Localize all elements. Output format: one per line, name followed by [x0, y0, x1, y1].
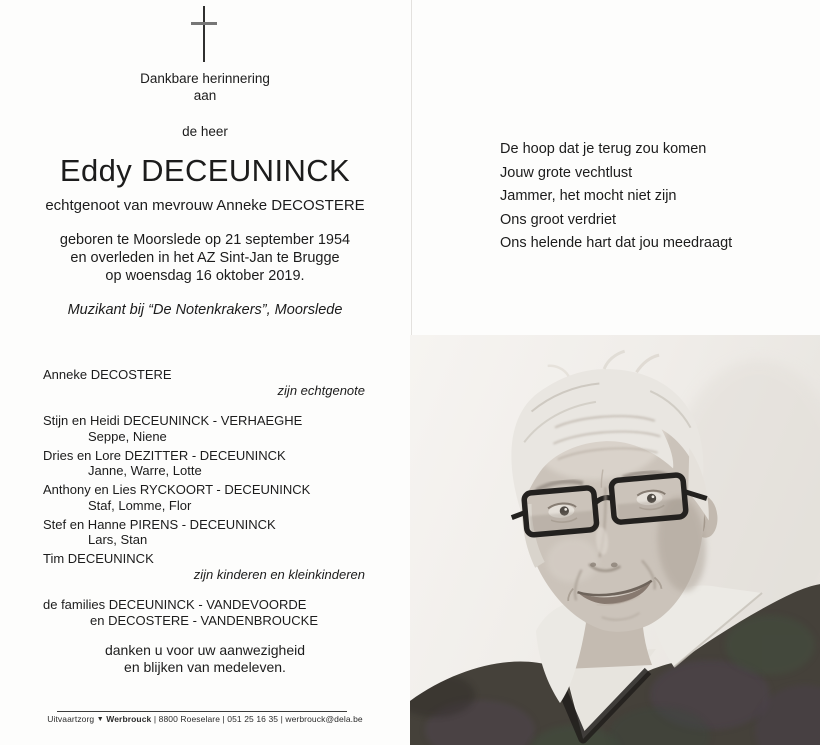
portrait-photo-art [410, 335, 820, 745]
child-names: Tim DECEUNINCK [43, 551, 154, 566]
poem [500, 138, 810, 256]
birth-line: geboren te Moorslede op 21 september 1954 [59, 232, 351, 248]
families-line-2: en DECOSTERE - VANDENBROUCKE [90, 612, 319, 628]
child-entry [43, 551, 383, 567]
funeral-home-footer [15, 714, 395, 724]
child-names: Stijn en Heidi DECEUNINCK - VERHAEGHE [43, 413, 303, 428]
funeral-home-logo-icon: ▼ [96, 716, 104, 723]
poem-line: De hoop dat je terug zou komen [500, 141, 707, 157]
child-entry [43, 448, 383, 479]
child-names: Anthony en Lies RYCKOORT - DECEUNINCK [43, 482, 311, 497]
child-names: Stef en Hanne PIRENS - DECEUNINCK [43, 516, 276, 532]
grandchildren-names: Seppe, Niene [88, 428, 167, 444]
salutation: de heer [182, 124, 228, 139]
life-dates [0, 231, 410, 286]
families-block [43, 597, 403, 628]
grandchildren-names: Lars, Stan [88, 532, 148, 547]
thanks-line-2: en blijken van medeleven. [124, 658, 286, 675]
grandchildren-names: Janne, Warre, Lotte [88, 463, 202, 478]
families-line-1: de families DECEUNINCK - VANDEVOORDE [43, 597, 307, 612]
thanks-block [0, 642, 410, 676]
poem-line: Ons helende hart dat jou meedraagt [500, 235, 733, 251]
footer-brand-name: Werbrouck [106, 714, 152, 724]
portrait-photo [410, 335, 820, 745]
child-entry [43, 517, 383, 548]
footer-divider [57, 711, 347, 712]
cross-vertical-bar [203, 6, 205, 62]
cross-horizontal-bar [191, 22, 217, 25]
poem-line: Jammer, het mocht niet zijn [500, 188, 677, 204]
occupation-line: Muzikant bij “De Notenkrakers”, Moorslede [67, 302, 343, 318]
poem-line: Ons groot verdriet [500, 211, 617, 228]
death-line-2: op woensdag 16 oktober 2019. [105, 268, 305, 285]
intro-line-1: Dankbare herinnering [140, 71, 270, 86]
spouse-line: echtgenoot van mevrouw Anneke DECOSTERE [45, 197, 365, 214]
intro-text [0, 70, 410, 104]
children-list [43, 413, 383, 570]
intro-line-2: aan [193, 88, 217, 103]
death-line-1: en overleden in het AZ Sint-Jan te Brugge [70, 250, 340, 267]
grandchildren-names: Staf, Lomme, Flor [88, 497, 192, 513]
child-entry [43, 413, 383, 444]
thanks-line-1: danken u voor uw aanwezigheid [104, 642, 306, 658]
cross-icon [191, 6, 217, 64]
child-entry [43, 482, 383, 513]
widow-name: Anneke DECOSTERE [43, 367, 172, 382]
children-caption: zijn kinderen en kleinkinderen [193, 567, 365, 582]
footer-brand-prefix: Uitvaartzorg [47, 714, 95, 724]
deceased-name: Eddy DECEUNINCK [59, 153, 351, 188]
child-names: Dries en Lore DEZITTER - DECEUNINCK [43, 447, 286, 463]
widow-relation: zijn echtgenote [277, 383, 365, 398]
footer-contact-details: | 8800 Roeselare | 051 25 16 35 | werbrouck@dela.be [153, 714, 363, 724]
poem-line: Jouw grote vechtlust [500, 164, 633, 181]
